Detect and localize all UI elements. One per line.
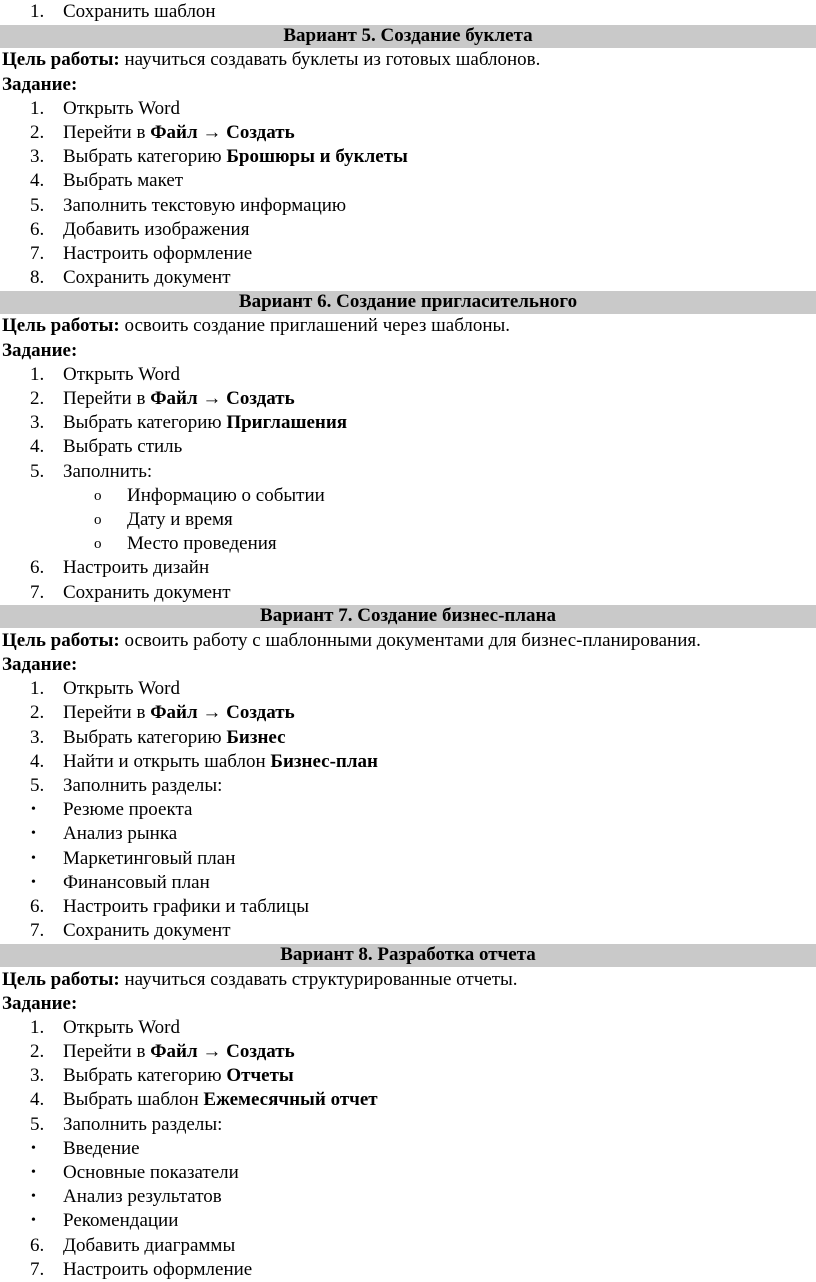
bullet-icon: •	[31, 826, 36, 842]
circle-bullet-icon: o	[94, 511, 102, 528]
step-text: Заполнить разделы:	[63, 1113, 223, 1135]
sub-item-text: Дату и время	[127, 508, 233, 530]
variant-section	[0, 605, 816, 943]
step-bold-text: Файл → Создать	[150, 388, 295, 409]
step-text: Заполнить текстовую информацию	[63, 194, 347, 216]
step-number: 3.	[30, 1065, 45, 1087]
bullet-item	[0, 798, 816, 822]
step-item	[0, 460, 816, 484]
step-number: 5.	[30, 194, 45, 216]
step-number: 3.	[30, 146, 45, 168]
sub-item-text: Информацию о событии	[127, 484, 325, 506]
step-item	[0, 1064, 816, 1088]
circle-bullet-icon: o	[94, 536, 102, 553]
step-item	[0, 194, 816, 218]
step-number: 7.	[30, 1258, 45, 1280]
step-text: Выбрать стиль	[63, 436, 183, 458]
step-number: 2.	[30, 121, 45, 143]
step-bold-text: Файл → Создать	[150, 1041, 295, 1063]
step-item	[0, 242, 816, 266]
bullet-item-text: Основные показатели	[63, 1162, 239, 1183]
step-number: 6.	[30, 218, 45, 240]
step-item	[0, 701, 816, 725]
circle-bullet-icon: o	[94, 487, 102, 504]
bullet-icon: •	[31, 1213, 36, 1229]
bullet-item-text: Введение	[63, 1137, 140, 1159]
bullet-icon: •	[31, 802, 36, 818]
task-label-line	[0, 992, 816, 1016]
step-bold-text: Отчеты	[226, 1065, 294, 1087]
variant-heading: Вариант 8. Разработка отчета	[0, 944, 816, 967]
step-item	[0, 581, 816, 605]
step-number: 5.	[30, 775, 45, 796]
bullet-item-text: Финансовый план	[63, 871, 210, 893]
step-text: Сохранить документ	[63, 267, 231, 289]
bullet-icon: •	[31, 1189, 36, 1205]
step-item	[0, 556, 816, 580]
step-text: Заполнить:	[63, 460, 153, 482]
step-text: Выбрать категорию Приглашения	[63, 412, 348, 434]
step-number: 2.	[30, 702, 45, 724]
step-number: 6.	[30, 895, 45, 917]
step-number: 2.	[30, 1041, 45, 1063]
step-text: Выбрать шаблон Ежемесячный отчет	[63, 1089, 378, 1111]
goal-line	[0, 48, 816, 72]
step-number: 5.	[30, 1113, 45, 1135]
step-number: 6.	[30, 557, 45, 579]
variants-container	[0, 25, 816, 1282]
variant-section	[0, 25, 816, 290]
prev-section-last-step	[0, 0, 816, 24]
step-number: 4.	[30, 1089, 45, 1111]
sub-item-text: Место проведения	[127, 533, 277, 555]
step-item	[0, 218, 816, 242]
task-label-line	[0, 653, 816, 677]
step-bold-text: Ежемесячный отчет	[203, 1089, 378, 1111]
bullet-item	[0, 1209, 816, 1233]
task-label: Задание:	[2, 339, 78, 361]
bullet-icon: •	[31, 874, 36, 890]
step-bold-text: Приглашения	[226, 412, 348, 434]
variant-heading: Вариант 6. Создание пригласительного	[0, 291, 816, 314]
goal-text: освоить работу с шаблонными документами для бизнес-планирования.	[124, 629, 701, 651]
step-number: 4.	[30, 170, 45, 192]
step-item	[0, 1258, 816, 1282]
step-text: Сохранить документ	[63, 581, 231, 603]
sub-item	[0, 484, 816, 508]
step-item	[0, 895, 816, 919]
task-label: Задание:	[2, 992, 78, 1014]
step-text: Перейти в Файл → Создать	[63, 388, 295, 409]
task-label-line	[0, 73, 816, 97]
bullet-item-text: Анализ результатов	[63, 1186, 222, 1208]
bullet-item-text: Маркетинговый план	[63, 847, 236, 869]
step-text: Настроить дизайн	[63, 557, 210, 579]
task-label: Задание:	[2, 73, 78, 95]
bullet-item	[0, 822, 816, 846]
goal-label: Цель работы:	[2, 315, 120, 337]
bullet-icon: •	[31, 1140, 36, 1156]
goal-text: научиться создавать структурированные отчеты.	[124, 968, 518, 990]
step-text: Добавить диаграммы	[63, 1234, 236, 1256]
goal-line	[0, 629, 816, 653]
bullet-item-text: Рекомендации	[63, 1210, 179, 1232]
step-text: Сохранить шаблон	[63, 1, 216, 22]
sub-item	[0, 532, 816, 556]
step-item	[0, 121, 816, 145]
step-number: 3.	[30, 412, 45, 434]
step-number: 1.	[30, 1016, 45, 1038]
step-text: Выбрать категорию Бизнес	[63, 726, 286, 748]
step-item	[0, 435, 816, 459]
step-number: 1.	[30, 1, 45, 22]
step-text: Перейти в Файл → Создать	[63, 121, 295, 143]
step-text: Выбрать макет	[63, 170, 184, 192]
step-item	[0, 677, 816, 701]
step-item	[0, 266, 816, 290]
step-text: Найти и открыть шаблон Бизнес-план	[63, 750, 378, 772]
step-text: Выбрать категорию Брошюры и буклеты	[63, 146, 408, 168]
bullet-item	[0, 847, 816, 871]
step-bold-text: Брошюры и буклеты	[226, 146, 408, 168]
step-text: Заполнить разделы:	[63, 775, 223, 796]
step-text: Настроить оформление	[63, 242, 253, 264]
step-item	[0, 411, 816, 435]
step-number: 1.	[30, 363, 45, 385]
bullet-item-text: Резюме проекта	[63, 799, 193, 821]
step-text: Открыть Word	[63, 97, 180, 119]
step-item	[0, 387, 816, 411]
step-text: Перейти в Файл → Создать	[63, 702, 295, 724]
step-bold-text: Файл → Создать	[150, 702, 295, 724]
step-number: 3.	[30, 726, 45, 748]
step-bold-text: Бизнес-план	[270, 750, 378, 772]
step-number: 7.	[30, 242, 45, 264]
step-item	[0, 726, 816, 750]
goal-text: освоить создание приглашений через шаблоны.	[124, 315, 511, 337]
step-number: 1.	[30, 678, 45, 700]
step-item	[0, 774, 816, 798]
variant-section	[0, 291, 816, 605]
goal-line	[0, 314, 816, 338]
step-text: Настроить оформление	[63, 1258, 253, 1280]
goal-label: Цель работы:	[2, 629, 120, 651]
step-item	[0, 363, 816, 387]
step-number: 2.	[30, 388, 45, 409]
bullet-item-text: Анализ рынка	[63, 823, 178, 845]
step-number: 7.	[30, 920, 45, 942]
step-text: Перейти в Файл → Создать	[63, 1041, 295, 1063]
step-text: Сохранить документ	[63, 920, 231, 942]
step-item	[0, 169, 816, 193]
bullet-item	[0, 1161, 816, 1185]
step-text: Открыть Word	[63, 363, 180, 385]
step-bold-text: Файл → Создать	[150, 121, 295, 143]
variant-heading: Вариант 5. Создание буклета	[0, 25, 816, 48]
goal-line	[0, 968, 816, 992]
step-number: 4.	[30, 750, 45, 772]
bullet-item	[0, 871, 816, 895]
bullet-icon: •	[31, 850, 36, 866]
step-item	[0, 1016, 816, 1040]
step-bold-text: Бизнес	[226, 726, 286, 748]
step-text: Добавить изображения	[63, 218, 250, 240]
step-item	[0, 1088, 816, 1112]
variant-section	[0, 944, 816, 1282]
goal-label: Цель работы:	[2, 49, 120, 71]
sub-item	[0, 508, 816, 532]
step-item	[0, 97, 816, 121]
bullet-icon: •	[31, 1165, 36, 1180]
task-label: Задание:	[2, 654, 78, 676]
task-label-line	[0, 339, 816, 363]
goal-label: Цель работы:	[2, 968, 120, 990]
step-text: Открыть Word	[63, 678, 180, 700]
step-text: Выбрать категорию Отчеты	[63, 1065, 294, 1087]
variant-heading: Вариант 7. Создание бизнес-плана	[0, 605, 816, 628]
step-number: 4.	[30, 436, 45, 458]
step-text: Открыть Word	[63, 1016, 180, 1038]
step-text: Настроить графики и таблицы	[63, 895, 310, 917]
step-number: 5.	[30, 460, 45, 482]
step-item	[0, 1040, 816, 1064]
step-number: 6.	[30, 1234, 45, 1256]
bullet-item	[0, 1185, 816, 1209]
step-number: 7.	[30, 581, 45, 603]
step-item	[0, 919, 816, 943]
goal-text: научиться создавать буклеты из готовых шаблонов.	[124, 49, 541, 71]
bullet-item	[0, 1137, 816, 1161]
step-number: 1.	[30, 97, 45, 119]
step-item	[0, 1113, 816, 1137]
step-item	[0, 1234, 816, 1258]
step-item	[0, 750, 816, 774]
step-item	[0, 145, 816, 169]
step-number: 8.	[30, 267, 45, 289]
